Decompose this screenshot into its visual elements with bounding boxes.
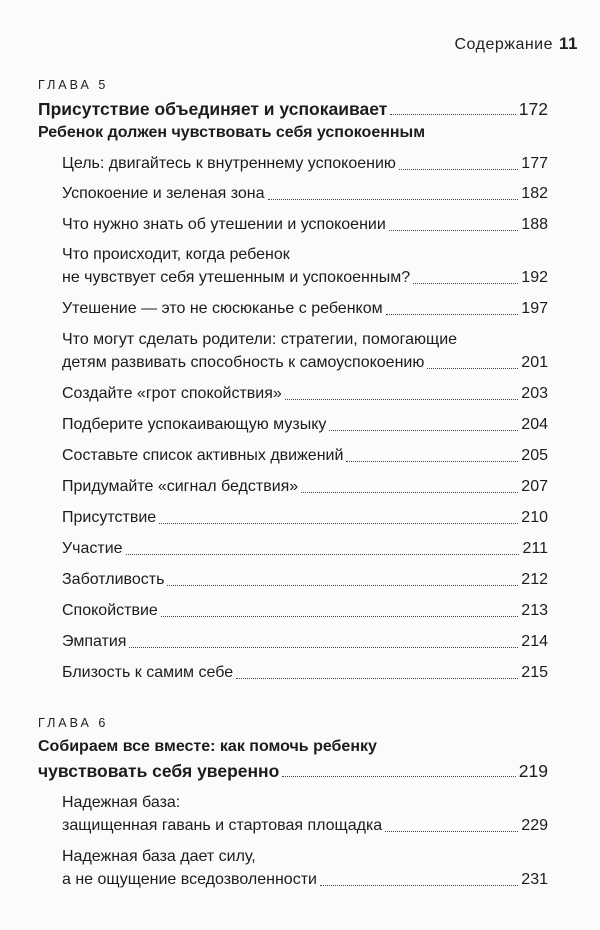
toc-entry[interactable] bbox=[62, 154, 548, 174]
toc-entry-text: Близость к самим себе bbox=[62, 664, 234, 681]
toc-entry-text-line1: Надежная база: bbox=[62, 794, 181, 811]
toc-entry[interactable] bbox=[62, 215, 548, 235]
toc-entry-page: 177 bbox=[521, 155, 548, 172]
toc-entry-page: 201 bbox=[521, 354, 548, 371]
leader-dots bbox=[386, 314, 519, 315]
toc-entry-text: Создайте «грот спокойствия» bbox=[62, 385, 282, 402]
leader-dots bbox=[129, 647, 518, 648]
leader-dots bbox=[390, 114, 516, 115]
toc-entry[interactable] bbox=[62, 508, 548, 528]
leader-dots bbox=[236, 678, 518, 679]
toc-entry-page: 188 bbox=[521, 216, 548, 233]
chapter-5-subtitle: Ребенок должен чувствовать себя успокоенным bbox=[38, 124, 426, 141]
leader-dots bbox=[285, 399, 519, 400]
chapter-6-title: чувствовать себя уверенно bbox=[38, 761, 280, 781]
toc-entry-text: Эмпатия bbox=[62, 633, 127, 650]
leader-dots bbox=[282, 776, 515, 777]
chapter-6-label: ГЛАВА 6 bbox=[38, 716, 109, 730]
toc-entry[interactable] bbox=[62, 601, 548, 621]
toc-entry-text: а не ощущение вседозволенности bbox=[62, 871, 317, 888]
toc-entry[interactable] bbox=[62, 477, 548, 497]
toc-entry-text: защищенная гавань и стартовая площадка bbox=[62, 817, 383, 834]
toc-entry-text: Присутствие bbox=[62, 509, 157, 526]
toc-entry[interactable] bbox=[62, 632, 548, 652]
toc-entry-page: 197 bbox=[521, 300, 548, 317]
toc-entry-page: 215 bbox=[521, 664, 548, 681]
header-section-title: Содержание bbox=[454, 36, 554, 53]
leader-dots bbox=[389, 230, 519, 231]
toc-entry-page: 207 bbox=[521, 478, 548, 495]
toc-entry-page: 211 bbox=[522, 540, 548, 557]
toc-entry-text: Подберите успокаивающую музыку bbox=[62, 416, 327, 433]
toc-entry-page: 212 bbox=[521, 571, 548, 588]
chapter-5-title: Присутствие объединяет и успокаивает bbox=[38, 99, 388, 119]
header-page-number: 11 bbox=[559, 34, 578, 53]
toc-entry[interactable] bbox=[62, 268, 548, 288]
chapter-6-title-line1: Собираем все вместе: как помочь ребенку bbox=[38, 738, 377, 755]
toc-entry-text: Что нужно знать об утешении и успокоении bbox=[62, 216, 386, 233]
toc-entry-page: 205 bbox=[521, 447, 548, 464]
toc-entry[interactable] bbox=[62, 570, 548, 590]
toc-entry[interactable] bbox=[62, 446, 548, 466]
toc-entry-page: 229 bbox=[521, 817, 548, 834]
running-header bbox=[455, 34, 579, 54]
toc-entry-text-line1: Надежная база дает силу, bbox=[62, 848, 256, 865]
toc-entry-text: Цель: двигайтесь к внутреннему успокоению bbox=[62, 155, 396, 172]
toc-entry-text: Составьте список активных движений bbox=[62, 447, 344, 464]
toc-entry[interactable] bbox=[62, 384, 548, 404]
toc-entry-text: Заботливость bbox=[62, 571, 165, 588]
leader-dots bbox=[167, 585, 518, 586]
leader-dots bbox=[346, 461, 518, 462]
toc-entry-text: Придумайте «сигнал бедствия» bbox=[62, 478, 299, 495]
toc-entry[interactable] bbox=[62, 184, 548, 204]
toc-entry-text: Участие bbox=[62, 540, 123, 557]
toc-entry[interactable] bbox=[62, 870, 548, 890]
leader-dots bbox=[301, 492, 518, 493]
toc-entry-text: детям развивать способность к самоуспокоению bbox=[62, 354, 425, 371]
chapter-5-label: ГЛАВА 5 bbox=[38, 78, 109, 92]
toc-entry[interactable] bbox=[62, 415, 548, 435]
toc-entry-page: 210 bbox=[521, 509, 548, 526]
toc-entry-page: 214 bbox=[521, 633, 548, 650]
toc-entry-text: не чувствует себя утешенным и успокоенным? bbox=[62, 269, 411, 286]
toc-entry-page: 213 bbox=[521, 602, 548, 619]
toc-entry-page: 204 bbox=[521, 416, 548, 433]
toc-entry-text-line1: Что могут сделать родители: стратегии, помогающие bbox=[62, 331, 458, 348]
leader-dots bbox=[161, 616, 519, 617]
leader-dots bbox=[399, 169, 518, 170]
toc-entry[interactable] bbox=[62, 353, 548, 373]
leader-dots bbox=[385, 831, 518, 832]
toc-entry[interactable] bbox=[62, 539, 548, 559]
toc-entry-text: Утешение — это не сюсюканье с ребенком bbox=[62, 300, 383, 317]
toc-entry-page: 231 bbox=[521, 871, 548, 888]
leader-dots bbox=[268, 199, 519, 200]
chapter-6-title-row[interactable] bbox=[38, 761, 548, 781]
leader-dots bbox=[159, 523, 518, 524]
leader-dots bbox=[126, 554, 520, 555]
toc-entry-page: 192 bbox=[521, 269, 548, 286]
chapter-6-title-page: 219 bbox=[518, 761, 548, 781]
toc-entry-text: Успокоение и зеленая зона bbox=[62, 185, 265, 202]
chapter-5-title-page: 172 bbox=[518, 99, 548, 119]
toc-entry-text: Спокойствие bbox=[62, 602, 158, 619]
toc-entry-text-line1: Что происходит, когда ребенок bbox=[62, 246, 290, 263]
leader-dots bbox=[320, 885, 518, 886]
leader-dots bbox=[427, 368, 518, 369]
toc-entry[interactable] bbox=[62, 663, 548, 683]
chapter-5-title-row[interactable] bbox=[38, 99, 548, 119]
toc-entry[interactable] bbox=[62, 299, 548, 319]
leader-dots bbox=[413, 283, 518, 284]
toc-entry[interactable] bbox=[62, 816, 548, 836]
leader-dots bbox=[329, 430, 518, 431]
toc-entry-page: 203 bbox=[521, 385, 548, 402]
toc-entry-page: 182 bbox=[521, 185, 548, 202]
